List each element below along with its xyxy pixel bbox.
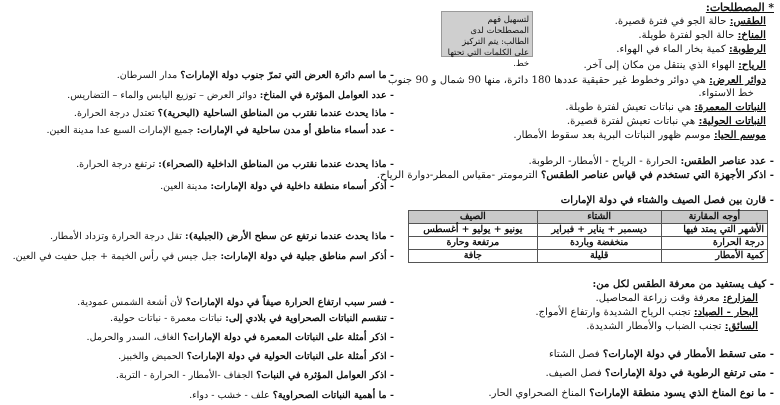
qa-item: - عدد أسماء مناطق أو مدن ساحلية في الإمارات: جميع الإمارات السبع عدا مدينة العين. [46,125,394,136]
term-line: الرياح: الهواء الذي ينتقل من مكان إلى آخر. [583,59,766,71]
table-cell: مرتفعة وحارة [409,237,538,250]
qa-item: - ما أهمية النباتات الصحراوية؟ علف - خشب - دواء. [189,390,394,401]
qa-item: - اذكر العوامل المؤثرة في النبات؟ الجفاف -الأمطار - الحرارة - التربة. [115,370,394,381]
weather-elements-item: - عدد عناصر الطقس: الحرارة - الرياح - الأمطار- الرطوبة. [528,155,774,167]
page-title: * المصطلحات: [705,1,774,14]
table-header-cell: أوجه المقارنة [661,211,767,224]
qa-item: - اذكر أمثلة على النباتات الحولية في دولة الإمارات؟ الحميض والخبيز. [118,351,394,362]
term-line-continued: خط الاستواء. [698,88,754,99]
table-cell: كمية الأمطار [661,250,767,263]
qa-item: - متى ترتفع الرطوبة في دولة الإمارات؟ فصل الصيف. [545,367,774,379]
term-line: النباتات الحولية: هي نباتات تعيش لفترة قصيرة. [566,115,766,127]
compare-title: - قارن بين فصل الصيف والشتاء في دولة الإمارات [560,194,774,206]
term-line: الرطوبة: كمية بخار الماء في الهواء. [616,43,766,55]
table-cell: يونيو + يوليو + أغسطس [409,224,538,237]
qa-item: - ما اسم دائرة العرض التي تمرّ جنوب دولة الإمارات؟ مدار السرطان. [116,70,394,81]
table-header-cell: الشتاء [537,211,661,224]
term-line: الطقس: حالة الجو في فترة قصيرة. [614,15,766,27]
qa-item: - فسر سبب ارتفاع الحرارة صيفاً في دولة الإمارات؟ لأن أشعة الشمس عمودية. [77,297,394,308]
table-row [409,237,768,250]
term-line: النباتات المعمرة: هي نباتات تعيش لفترة طويلة. [565,101,766,113]
qa-item: - أذكر أسماء منطقة داخلية في دولة الإمارات: مدينة العين. [160,181,394,192]
qa-item: - ما نوع المناخ الذي يسود منطقة الإمارات؟ المناخ الصحراوي الحار. [488,387,774,399]
qa-item: - ماذا يحدث عندما نقترب من المناطق الساحلية (البحرية)؟ تعتدل درجة الحرارة. [73,108,394,119]
table-header-row [409,211,768,224]
table-cell: ديسمبر + يناير + فبراير [537,224,661,237]
table-cell: درجة الحرارة [661,237,767,250]
qa-item: - عدد العوامل المؤثرة في المناخ: دوائر العرض – توزيع اليابس والماء – التضاريس. [67,90,394,101]
table-row [409,250,768,263]
term-line: المناخ: حالة الجو لفترة طويلة. [638,29,766,41]
weather-devices-item: - اذكر الأجهزة التي تستخدم في قياس عناصر الطقس؟ الترمومتر -مقياس المطر-دوارة الرياح. [376,169,774,181]
benefit-item: البحار - الصياد: تجنب الرياح الشديدة وارتفاع الأمواج. [535,306,758,318]
term-line: دوائر العرض: هي دوائر وخطوط غير حقيقية عددها 180 دائرة، منها 90 شمال و 90 جنوب [387,74,766,86]
qa-item: - ماذا يحدث عندما نرتفع عن سطح الأرض (الجبلية): تقل درجة الحرارة وتزداد الأمطار. [50,231,394,242]
benefit-question: - كيف يستفيد من معرفة الطقس لكل من: [592,278,774,290]
table-cell: منخفضة وباردة [537,237,661,250]
study-note-box: لتسهيل فهم المصطلحات لدى الطالب: يتم التركيز على الكلمات التي تحتها خط. [441,11,533,57]
qa-item: - اذكر أمثلة على النباتات المعمرة في دولة الإمارات؟ الغاف، السدر والحرمل. [86,332,394,343]
table-cell: الأشهر التي يمتد فيها [661,224,767,237]
qa-item: - ماذا يحدث عندما نقترب من المناطق الداخلية (الصحراء): ترتفع درجة الحرارة. [76,159,394,170]
qa-item: - أذكر اسم مناطق جبلية في دولة الإمارات: جبل جيس في رأس الخيمة + جبل حفيت في العين. [12,251,394,262]
table-cell: قليلة [537,250,661,263]
seasons-comparison-table [408,210,768,263]
table-header-cell: الصيف [409,211,538,224]
benefit-item: السائق: تجنب الضباب والأمطار الشديدة. [586,320,758,332]
term-line: موسم الحيا: موسم ظهور النباتات البرية بعد سقوط الأمطار. [513,129,766,141]
benefit-item: المزارع: معرفة وقت زراعة المحاصيل. [595,292,758,304]
table-row [409,224,768,237]
table-cell: جافة [409,250,538,263]
qa-item: - تنقسم النباتات الصحراوية في بلادي إلى: نباتات معمرة - نباتات حولية. [110,313,394,324]
qa-item: - متى تسقط الأمطار في دولة الإمارات؟ فصل الشتاء [549,348,774,360]
